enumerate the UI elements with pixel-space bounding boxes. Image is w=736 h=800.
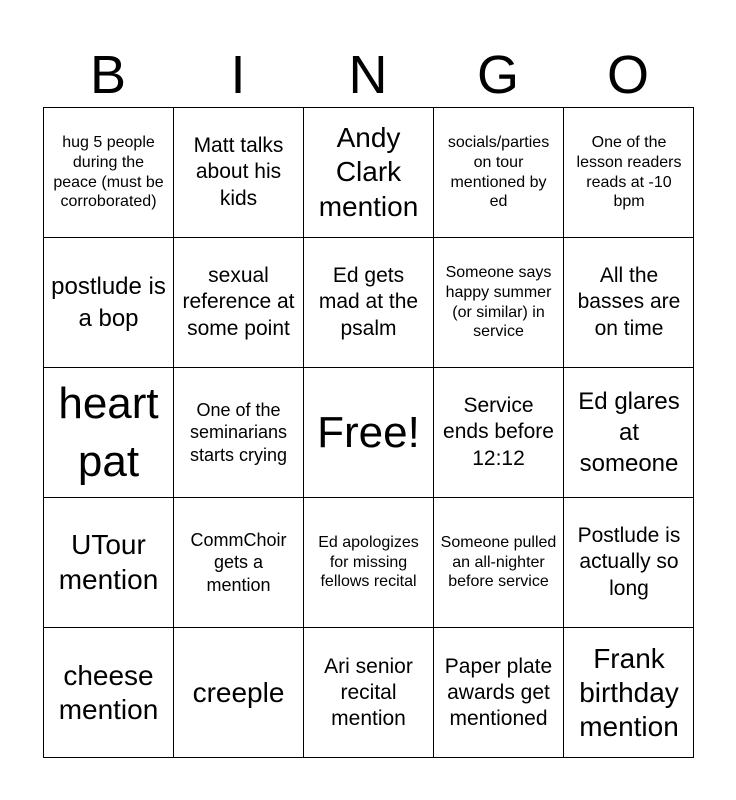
bingo-cell[interactable]: Postlude is actually so long — [564, 498, 694, 628]
bingo-cell[interactable]: One of the seminarians starts crying — [174, 368, 304, 498]
bingo-cell[interactable]: cheese mention — [44, 628, 174, 758]
bingo-cell[interactable]: Matt talks about his kids — [174, 108, 304, 238]
bingo-cell[interactable]: hug 5 people during the peace (must be corroborated) — [44, 108, 174, 238]
bingo-cell[interactable]: Paper plate awards get mentioned — [434, 628, 564, 758]
bingo-cell[interactable]: heart pat — [44, 368, 174, 498]
header-letter-g: G — [476, 45, 519, 105]
bingo-cell[interactable]: postlude is a bop — [44, 238, 174, 368]
bingo-cell[interactable]: Service ends before 12:12 — [434, 368, 564, 498]
bingo-cell-free[interactable]: Free! — [304, 368, 434, 498]
bingo-cell[interactable]: Ed gets mad at the psalm — [304, 238, 434, 368]
bingo-board — [43, 107, 694, 758]
header-letter-o: O — [606, 45, 649, 105]
bingo-cell[interactable]: One of the lesson readers reads at -10 bpm — [564, 108, 694, 238]
bingo-cell[interactable]: sexual reference at some point — [174, 238, 304, 368]
bingo-cell[interactable]: UTour mention — [44, 498, 174, 628]
bingo-cell[interactable]: Someone pulled an all-nighter before service — [434, 498, 564, 628]
bingo-header — [43, 42, 693, 108]
bingo-cell[interactable]: Someone says happy summer (or similar) in service — [434, 238, 564, 368]
header-letter-i: I — [230, 45, 246, 105]
bingo-cell[interactable]: creeple — [174, 628, 304, 758]
bingo-cell[interactable]: Ed apologizes for missing fellows recital — [304, 498, 434, 628]
bingo-cell[interactable]: Andy Clark mention — [304, 108, 434, 238]
bingo-cell[interactable]: Ari senior recital mention — [304, 628, 434, 758]
bingo-cell[interactable]: CommChoir gets a mention — [174, 498, 304, 628]
bingo-cell[interactable]: socials/parties on tour mentioned by ed — [434, 108, 564, 238]
bingo-cell[interactable]: All the basses are on time — [564, 238, 694, 368]
bingo-cell[interactable]: Ed glares at someone — [564, 368, 694, 498]
header-letter-n: N — [348, 45, 388, 105]
header-letter-b: B — [89, 45, 127, 105]
bingo-cell[interactable]: Frank birthday mention — [579, 642, 679, 743]
